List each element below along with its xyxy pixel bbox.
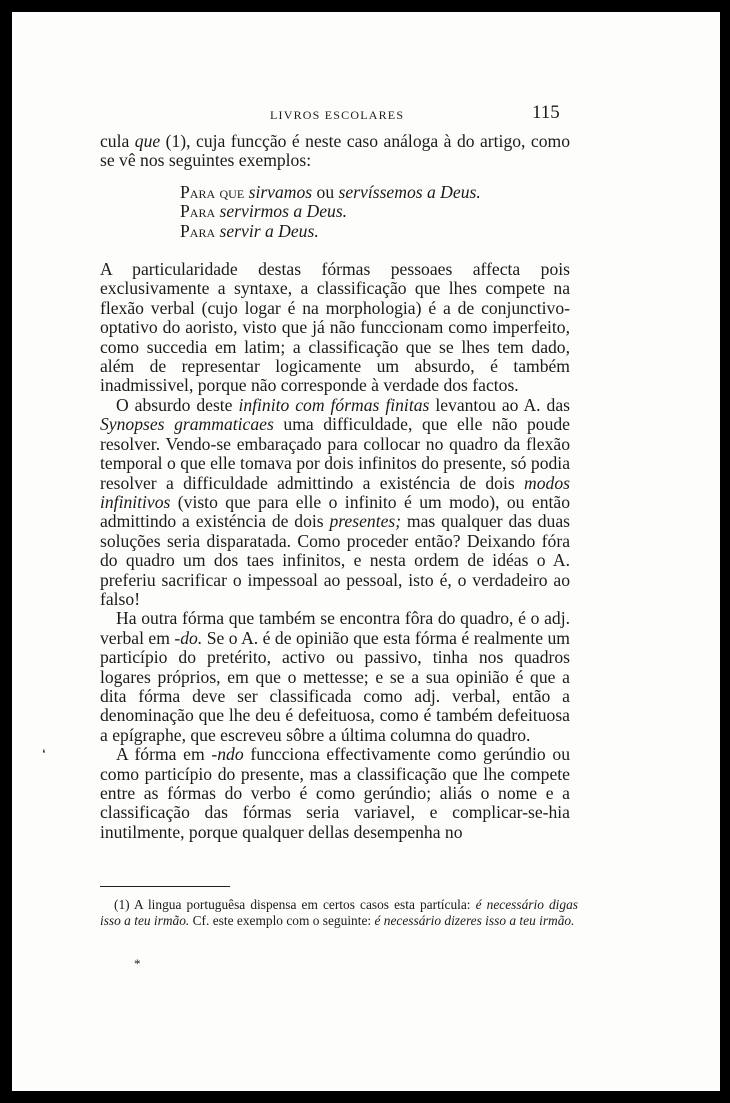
italic-run: infinito com fórmas finitas [238,394,430,415]
example-verb: sirvamos [248,181,313,202]
example-connector: ou [312,181,339,202]
example-lead: Para [180,201,216,222]
italic-run: é necessário dizeres isso a teu irmão. [374,913,575,928]
paragraph-3 [100,396,570,609]
footnote-rule [100,886,230,887]
footnote [100,897,578,929]
text-run: funcciona effectivamente como gerúndio ou como particípio do presente, mas a classificação que lhe compete entre as fórmas do verbo é como gerúndio; aliás o nome e a classificação das fórmas seria variavel, e complicar-se-hia inutilmente, porque qualquer dellas desempenha no [100,744,570,842]
text-run: (1), cuja funcção é neste caso análoga à do artigo, como se vê nos seguintes exemplos: [100,131,570,171]
text-run: O absurdo deste [116,394,239,415]
text-run: levantou ao A. das [429,394,570,415]
body-text [100,132,570,842]
example-list [180,183,570,241]
footnote-text [100,897,578,929]
italic-run: presentes; [329,511,402,532]
example-line [180,222,570,241]
example-verb: servirmos a Deus. [219,201,348,222]
asterisk-mark: * [134,956,141,971]
text-run: (visto que para elle o infinito é um modo), ou então admittindo a existéncia de dois [100,491,570,532]
running-head: LIVROS ESCOLARES [270,108,405,122]
italic-run: é necessário digas isso a teu irmão. [100,897,578,928]
example-line [180,183,570,202]
italic-run: Synopses grammaticaes [100,414,274,435]
example-verb: servir a Deus. [219,220,319,241]
italic-run: -do. [174,627,203,648]
page-header [12,102,720,126]
italic-run: modos infinitivos [100,472,570,512]
example-lead: Para que [180,181,245,202]
text-run: A fórma em [116,744,212,765]
paragraph-4 [100,609,570,745]
paragraph-1 [100,132,570,171]
text-run: uma difficuldade, que elle não poude resolver. Vendo-se embaraçado para collocar no quadro da flexão temporal o que elle tomava por dois infinitos do presente, só podia resolver a difficuldade admittindo a existéncia de dois [100,414,570,493]
text-run: Cf. este exemplo com o seguinte: [189,913,375,928]
example-line [180,202,570,221]
text-run: cula [100,131,135,151]
page-number: 115 [532,102,560,123]
text-run: mas qualquer das duas soluções seria disparatada. Como proceder então? Deixando fóra do quadro um dos taes infinitos, e nesta ordem de idéas o A. preferiu sacrificar o impessoal ao pessoal, isto é, o verdadeiro ao falso! [100,511,570,609]
paragraph-5 [100,745,570,842]
example-verb: servíssemos a Deus. [338,181,481,202]
text-run: (1) A lingua portuguêsa dispensa em certos casos esta partícula: [114,897,476,912]
example-lead: Para [180,220,216,241]
text-run: Ha outra fórma que também se encontra fôra do quadro, é o adj. verbal em [100,608,570,648]
margin-speck-icon: ❛ [42,748,46,760]
paragraph-2: A particularidade destas fórmas pessoaes affecta pois exclusivamente a syntaxe, a classificação que lhes compete na flexão verbal (cujo logar é na morphologia) é a de conjunctivo-optativo do aoristo, visto que já não funccionam como imperfeito, como succedia em latim; a classificação que se lhes tem dado, além de representar logicamente um absurdo, é também inadmissivel, porque não corresponde à verdade dos factos. [100,259,570,396]
italic-run: -ndo [211,744,244,765]
italic-run: que [134,131,161,151]
book-page [12,12,720,1091]
text-run: Se o A. é de opinião que esta fórma é realmente um particípio do pretérito, activo ou passivo, tinha nos quadros logares próprios, em que o mettesse; e se a sua opinião é que a dita fórma deve ser classificada como adj. verbal, então a denominação que lhe deu é defeituosa, como é também defeituosa a epígraphe, que escreveu sôbre a última columna do quadro. [100,627,570,745]
